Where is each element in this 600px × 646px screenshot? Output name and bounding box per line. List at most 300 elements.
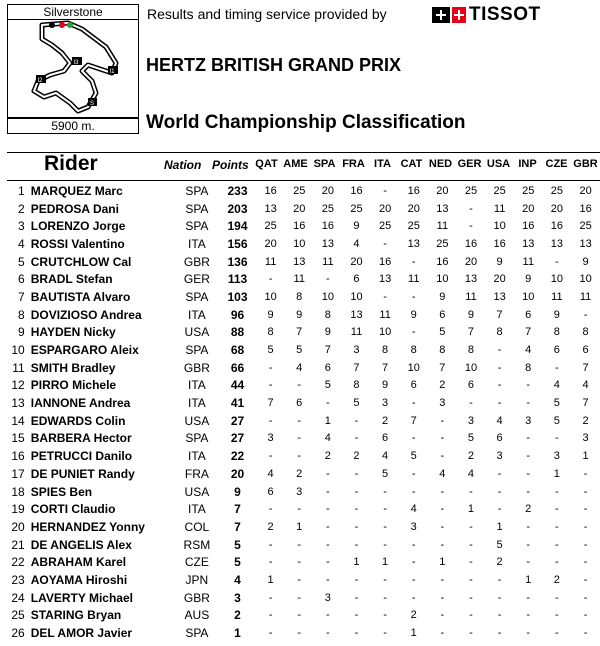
race-score-cell: - — [526, 379, 531, 392]
race-score-cell: 3 — [439, 397, 446, 410]
table-row — [0, 200, 600, 218]
points-cell: 7 — [234, 519, 241, 534]
race-score-cell: - — [354, 414, 359, 427]
race-score-cell: 1 — [582, 450, 589, 463]
race-score-cell: 11 — [408, 273, 420, 286]
race-score-cell: - — [383, 573, 387, 586]
race-score-cell: - — [555, 556, 559, 569]
position-cell: 24 — [11, 590, 25, 605]
points-cell: 44 — [230, 378, 245, 393]
race-score-cell: - — [354, 591, 359, 604]
race-score-cell: 16 — [407, 184, 420, 197]
race-score-cell: - — [326, 627, 330, 640]
position-cell: 25 — [11, 608, 25, 623]
table-row — [0, 253, 600, 271]
race-score-cell: 5 — [553, 414, 560, 427]
race-score-cell: 1 — [267, 573, 274, 586]
points-cell: 156 — [227, 236, 248, 251]
race-score-cell: 20 — [493, 273, 506, 286]
race-score-cell: 7 — [439, 361, 446, 374]
points-cell: 3 — [234, 590, 241, 605]
race-score-cell: 13 — [579, 237, 592, 250]
race-score-cell: 8 — [439, 344, 446, 357]
table-row — [0, 377, 600, 395]
race-score-cell: 4 — [410, 503, 417, 516]
race-score-cell: 2 — [353, 450, 360, 463]
race-score-cell: 8 — [353, 379, 360, 392]
race-score-cell: 16 — [493, 237, 506, 250]
points-cell: 103 — [227, 289, 248, 304]
race-score-cell: - — [326, 573, 330, 586]
race-score-cell: - — [583, 556, 588, 569]
race-score-cell: 3 — [410, 520, 417, 533]
race-score-cell: - — [526, 627, 531, 640]
race-score-cell: - — [383, 627, 387, 640]
nation-cell: JPN — [185, 572, 209, 587]
race-score-cell: - — [526, 467, 531, 480]
points-cell: 5 — [234, 537, 241, 552]
race-score-cell: 7 — [353, 361, 360, 374]
race-score-cell: - — [297, 414, 302, 427]
points-cell: 96 — [230, 307, 245, 322]
race-score-cell: 4 — [324, 432, 331, 445]
race-score-cell: 2 — [324, 450, 331, 463]
position-cell: 6 — [18, 272, 25, 287]
points-cell: 5 — [234, 555, 241, 570]
svg-text:I3: I3 — [73, 60, 79, 66]
race-score-cell: - — [526, 485, 531, 498]
rider-name-cell: DEL AMOR Javier — [30, 626, 133, 641]
race-score-cell: - — [526, 450, 531, 463]
points-cell: 22 — [230, 449, 245, 464]
position-cell: 21 — [11, 537, 25, 552]
race-score-cell: 20 — [550, 202, 563, 215]
svg-text:S: S — [90, 101, 95, 107]
race-column-header: CAT — [400, 158, 423, 170]
race-score-cell: - — [497, 467, 502, 480]
race-score-cell: 9 — [439, 290, 446, 303]
nation-cell: RSM — [183, 537, 211, 552]
race-score-cell: - — [297, 432, 302, 445]
rider-name-cell: DE ANGELIS Alex — [30, 537, 132, 552]
race-score-cell: - — [583, 538, 588, 551]
table-row — [0, 430, 600, 448]
race-score-cell: 7 — [525, 326, 532, 339]
rider-name-cell: SPIES Ben — [30, 484, 93, 499]
race-score-cell: 11 — [436, 220, 449, 233]
table-row — [0, 465, 600, 483]
nation-cell: ITA — [187, 396, 206, 411]
table-row — [0, 359, 600, 377]
position-cell: 15 — [11, 431, 25, 446]
race-score-cell: 1 — [439, 556, 446, 569]
race-score-cell: 8 — [267, 326, 274, 339]
race-score-cell: - — [383, 591, 387, 604]
race-score-cell: 25 — [550, 184, 563, 197]
race-column-header: INP — [518, 158, 537, 170]
race-score-cell: 16 — [350, 184, 363, 197]
race-score-cell: 4 — [496, 414, 503, 427]
race-score-cell: 11 — [379, 308, 391, 321]
table-row — [0, 483, 600, 501]
nation-cell: ITA — [187, 236, 206, 251]
race-score-cell: - — [555, 432, 559, 445]
table-row — [0, 288, 600, 306]
race-score-cell: 5 — [267, 344, 274, 357]
race-score-cell: - — [383, 485, 387, 498]
race-score-cell: - — [297, 627, 302, 640]
race-score-cell: - — [583, 485, 588, 498]
race-score-cell: - — [268, 503, 273, 516]
race-score-cell: - — [583, 503, 588, 516]
race-score-cell: - — [583, 627, 588, 640]
race-column-header: FRA — [342, 158, 365, 170]
race-score-cell: - — [440, 503, 445, 516]
race-score-cell: 1 — [410, 627, 417, 640]
race-score-cell: - — [555, 591, 559, 604]
race-score-cell: 4 — [382, 450, 389, 463]
race-score-cell: 25 — [264, 220, 277, 233]
race-score-cell: 6 — [353, 273, 360, 286]
position-cell: 2 — [18, 201, 25, 216]
position-cell: 12 — [11, 378, 25, 393]
race-score-cell: 20 — [436, 184, 449, 197]
race-score-cell: 8 — [410, 344, 417, 357]
race-score-cell: 25 — [579, 220, 592, 233]
race-score-cell: - — [497, 379, 502, 392]
race-score-cell: 10 — [493, 220, 506, 233]
race-score-cell: - — [469, 202, 473, 215]
race-score-cell: 5 — [553, 397, 560, 410]
race-score-cell: 10 — [464, 361, 478, 374]
logo-cross-icon — [432, 7, 450, 23]
race-score-cell: - — [268, 556, 273, 569]
table-row — [0, 589, 600, 607]
race-score-cell: 3 — [467, 414, 475, 427]
race-score-cell: - — [297, 609, 302, 622]
race-score-cell: 16 — [550, 220, 563, 233]
race-score-cell: - — [354, 432, 359, 445]
race-score-cell: - — [440, 432, 445, 445]
race-score-cell: 4 — [467, 467, 475, 480]
race-score-cell: 13 — [550, 237, 563, 250]
logo-text: TISSOT — [469, 4, 541, 25]
position-cell: 7 — [18, 289, 25, 304]
race-score-cell: - — [326, 273, 330, 286]
race-score-cell: 20 — [579, 184, 592, 197]
points-cell: 20 — [230, 466, 245, 481]
rider-name-cell: BAUTISTA Alvaro — [30, 289, 131, 304]
race-score-cell: - — [440, 591, 445, 604]
points-cell: 136 — [227, 254, 248, 269]
race-score-cell: 1 — [296, 520, 303, 533]
race-score-cell: - — [555, 627, 559, 640]
race-score-cell: 11 — [465, 290, 477, 303]
race-score-cell: 6 — [267, 485, 274, 498]
race-score-cell: 2 — [496, 556, 503, 569]
position-cell: 3 — [18, 219, 25, 234]
track-length: 5900 m. — [7, 118, 139, 134]
points-cell: 233 — [227, 183, 248, 198]
race-score-cell: - — [268, 414, 273, 427]
circuit-name: Silverstone — [7, 4, 139, 20]
race-score-cell: 4 — [267, 467, 274, 480]
race-score-cell: 1 — [496, 520, 503, 533]
table-row — [0, 412, 600, 430]
race-score-cell: - — [326, 520, 330, 533]
race-score-cell: 9 — [267, 308, 274, 321]
race-score-cell: - — [354, 467, 359, 480]
race-score-cell: 1 — [324, 414, 331, 427]
race-score-cell: - — [440, 450, 445, 463]
race-score-cell: 10 — [350, 290, 363, 303]
race-column-header: USA — [486, 158, 511, 170]
rider-name-cell: EDWARDS Colin — [30, 413, 126, 428]
race-column-header: CZE — [545, 158, 568, 170]
table-row — [0, 447, 600, 465]
race-score-cell: - — [555, 485, 559, 498]
race-score-cell: - — [526, 556, 531, 569]
race-score-cell: 8 — [582, 326, 589, 339]
race-score-cell: - — [383, 609, 387, 622]
race-score-cell: - — [526, 591, 531, 604]
position-cell: 20 — [11, 519, 25, 534]
race-score-cell: - — [497, 485, 502, 498]
rider-column-header: Rider — [44, 152, 98, 175]
race-score-cell: - — [583, 573, 588, 586]
race-score-cell: - — [469, 627, 473, 640]
race-score-cell: 6 — [525, 308, 532, 321]
race-score-cell: - — [555, 538, 559, 551]
race-score-cell: - — [297, 503, 302, 516]
race-score-cell: - — [411, 255, 416, 268]
position-cell: 26 — [11, 626, 25, 641]
points-cell: 27 — [230, 431, 245, 446]
race-score-cell: - — [383, 520, 387, 533]
race-score-cell: - — [297, 556, 302, 569]
nation-cell: COL — [184, 519, 210, 534]
race-score-cell: 25 — [464, 184, 478, 197]
position-cell: 10 — [11, 343, 25, 358]
race-score-cell: 6 — [582, 344, 589, 357]
header-divider-bottom — [7, 180, 600, 181]
points-cell: 88 — [230, 325, 245, 340]
race-score-cell: - — [383, 290, 387, 303]
race-score-cell: 7 — [467, 326, 475, 339]
race-score-cell: 16 — [522, 220, 535, 233]
track-map — [7, 19, 139, 118]
race-score-cell: 13 — [407, 237, 420, 250]
position-cell: 13 — [11, 396, 25, 411]
race-score-cell: - — [526, 538, 531, 551]
position-cell: 5 — [18, 254, 25, 269]
nation-cell: SPA — [185, 343, 209, 358]
race-score-cell: - — [268, 273, 273, 286]
points-cell: 203 — [227, 201, 248, 216]
race-score-cell: - — [583, 308, 588, 321]
race-score-cell: 9 — [410, 308, 417, 321]
race-score-cell: 6 — [382, 432, 389, 445]
race-score-cell: 13 — [293, 255, 306, 268]
race-score-cell: - — [268, 609, 273, 622]
race-score-cell: 11 — [350, 326, 363, 339]
table-row — [0, 500, 600, 518]
race-score-cell: 9 — [382, 379, 389, 392]
race-score-cell: - — [555, 520, 559, 533]
race-score-cell: 16 — [293, 220, 306, 233]
position-cell: 14 — [11, 413, 25, 428]
race-score-cell: 25 — [293, 184, 306, 197]
race-score-cell: - — [440, 609, 445, 622]
nation-cell: ITA — [187, 502, 206, 517]
race-score-cell: 9 — [525, 273, 532, 286]
race-score-cell: - — [354, 485, 359, 498]
nation-cell: SPA — [185, 201, 209, 216]
nation-cell: GBR — [183, 254, 210, 269]
race-score-cell: 6 — [324, 361, 331, 374]
race-score-cell: 2 — [296, 467, 303, 480]
race-score-cell: 6 — [496, 432, 503, 445]
race-score-cell: 3 — [324, 591, 331, 604]
provider-text: Results and timing service provided by — [147, 6, 387, 22]
rider-name-cell: MARQUEZ Marc — [30, 183, 123, 198]
race-score-cell: - — [497, 609, 502, 622]
race-score-cell: - — [469, 520, 473, 533]
points-cell: 41 — [230, 396, 245, 411]
race-score-cell: 25 — [321, 202, 334, 215]
race-score-cell: 4 — [582, 379, 589, 392]
points-cell: 7 — [234, 502, 241, 517]
race-score-cell: 13 — [493, 290, 506, 303]
race-score-cell: 3 — [582, 432, 589, 445]
rider-name-cell: LAVERTY Michael — [30, 590, 133, 605]
race-score-cell: - — [469, 609, 473, 622]
race-score-cell: - — [297, 573, 302, 586]
race-score-cell: 13 — [436, 202, 449, 215]
race-score-cell: - — [469, 556, 473, 569]
race-score-cell: - — [411, 432, 416, 445]
race-score-cell: 20 — [293, 202, 306, 215]
race-score-cell: 3 — [382, 397, 389, 410]
race-score-cell: 11 — [322, 255, 334, 268]
race-score-cell: 1 — [353, 556, 360, 569]
race-score-cell: - — [383, 237, 387, 250]
race-score-cell: - — [326, 397, 330, 410]
race-score-cell: 3 — [496, 450, 503, 463]
points-cell: 113 — [227, 272, 248, 287]
table-row — [0, 324, 600, 342]
table-row — [0, 306, 600, 324]
nation-cell: FRA — [184, 466, 209, 481]
race-score-cell: - — [526, 397, 531, 410]
nation-cell: CZE — [184, 555, 209, 570]
race-score-cell: - — [411, 573, 416, 586]
race-score-cell: 6 — [410, 379, 417, 392]
race-score-cell: 10 — [522, 290, 535, 303]
race-score-cell: - — [411, 290, 416, 303]
nation-cell: USA — [184, 325, 210, 340]
race-score-cell: 7 — [382, 361, 389, 374]
rider-name-cell: SMITH Bradley — [30, 360, 116, 375]
race-score-cell: 13 — [464, 273, 478, 286]
points-cell: 27 — [230, 413, 245, 428]
race-score-cell: - — [354, 609, 359, 622]
race-score-cell: - — [268, 627, 273, 640]
race-score-cell: - — [440, 485, 445, 498]
race-score-cell: 16 — [579, 202, 592, 215]
race-score-cell: 1 — [467, 503, 475, 516]
race-score-cell: 5 — [382, 467, 389, 480]
rider-name-cell: LORENZO Jorge — [30, 219, 126, 234]
table-row — [0, 235, 600, 253]
race-score-cell: 3 — [525, 414, 532, 427]
race-score-cell: 10 — [321, 290, 334, 303]
rider-name-cell: CORTI Claudio — [30, 502, 116, 517]
race-score-cell: 3 — [553, 450, 560, 463]
race-score-cell: 13 — [264, 202, 277, 215]
table-row — [0, 607, 600, 625]
race-score-cell: - — [411, 326, 416, 339]
points-cell: 68 — [230, 343, 245, 358]
race-score-cell: - — [326, 538, 330, 551]
race-score-cell: - — [469, 591, 473, 604]
race-score-cell: - — [326, 503, 330, 516]
race-score-cell: - — [583, 467, 588, 480]
position-cell: 16 — [11, 449, 25, 464]
svg-text:I2: I2 — [37, 78, 43, 84]
race-score-cell: - — [297, 538, 302, 551]
race-score-cell: 9 — [496, 255, 503, 268]
race-score-cell: 8 — [382, 344, 389, 357]
rider-name-cell: BARBERA Hector — [30, 431, 132, 446]
race-score-cell: 20 — [464, 255, 478, 268]
race-score-cell: 25 — [522, 184, 535, 197]
race-score-cell: - — [326, 485, 330, 498]
svg-text:I1: I1 — [109, 69, 115, 75]
race-score-cell: 9 — [296, 308, 303, 321]
classification-table — [0, 182, 600, 642]
race-score-cell: - — [440, 414, 445, 427]
nation-cell: ITA — [187, 378, 206, 393]
race-score-cell: - — [326, 467, 330, 480]
race-score-cell: 25 — [436, 237, 449, 250]
race-score-cell: - — [354, 627, 359, 640]
race-score-cell: - — [497, 503, 502, 516]
race-score-cell: - — [440, 538, 445, 551]
race-score-cell: - — [555, 609, 559, 622]
rider-name-cell: HERNANDEZ Yonny — [30, 519, 145, 534]
race-score-cell: - — [469, 485, 473, 498]
race-score-cell: - — [411, 485, 416, 498]
race-score-cell: 2 — [382, 414, 389, 427]
race-score-cell: 9 — [553, 308, 560, 321]
race-score-cell: 2 — [525, 503, 532, 516]
race-score-cell: - — [411, 591, 416, 604]
points-cell: 1 — [234, 626, 241, 641]
race-score-cell: 3 — [353, 344, 360, 357]
race-score-cell: 6 — [296, 397, 303, 410]
race-score-cell: - — [354, 520, 359, 533]
race-score-cell: - — [497, 344, 502, 357]
race-score-cell: - — [497, 591, 502, 604]
points-cell: 9 — [234, 484, 241, 499]
nation-cell: ITA — [187, 449, 206, 464]
race-score-cell: 1 — [382, 556, 389, 569]
race-score-cell: 5 — [439, 326, 446, 339]
race-score-cell: - — [383, 503, 387, 516]
race-score-cell: - — [555, 255, 559, 268]
race-score-cell: 5 — [410, 450, 417, 463]
